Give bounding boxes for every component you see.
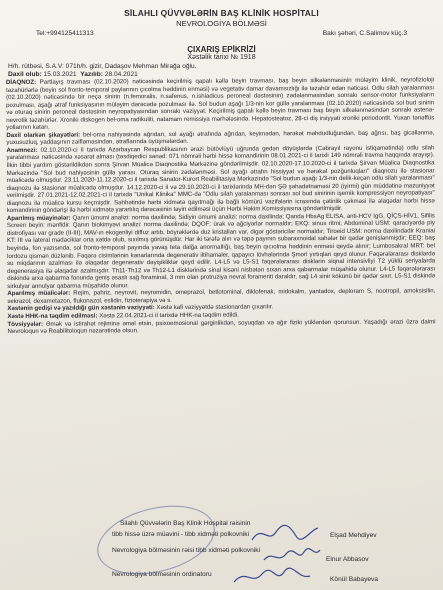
address: Bakı şəhəri, C.Salimov küç.3 (322, 30, 407, 37)
section-text: Əmək və istirahət rejiminə əməl etsin, psixoemosional gərginlikdən, soyuqdan və ağır fiziki yüklərdən qorunsun. Yaşadığı ərazi üzrə daimi Nevroloqun və Reabilitoloqun nəzarətində olsun. (7, 317, 436, 336)
section-text: bel-oma nahiyəsində ağrıdan, sol ayağı ətrafında ağrıdan, keyimədən, hərəkət məhdudluğundan, baş ağrısı, baş gicəllənmə, yuxusuzluq, yaddaşının zəifləməsindən, ətraflarında üyüşmələrdən. (6, 129, 435, 147)
section-text: Xəstə kafi vəziyyətdə stasionardan çıxarılır. (156, 303, 274, 312)
signature-mark-1 (250, 522, 320, 546)
section-label: Aparılmış müayinələr: (6, 214, 71, 222)
signature-mark-3 (232, 566, 312, 588)
section-text: 02.10.2020-ci il tarixdə Azərbaycan Respublikasının ərazi bütövlüyü uğrunda gedən döyüşlərdə (Cəbrayıl rayonu istiqamətində) odlu silah yaralanması nəticəsində xəsarət alması (təsdiqedici sənəd: 071 nömrəli hərbi hissə komandirinin 08.01.2021-ci il tarixli 149 nömrəli travma haqqında arayışı). İlkin tibbi yardım göstərildikdən sonra Şirvan Müalicə Diaqnostika Mərkəzinə göndərilmişdir. 02.10.2020-17.10.2020-ci il tarixdə Şirvan Müalicə Diaqnostika Mərkəzində "Sol bud nahiyəsinin güllə yarası. Oturaq sinirin zədələnməsi. Sol ayağı ətrafın hissiyyat və hərəkət pozğunluqları" diaqnozu ilə stasionar müalicədə olmuşdur. 23.11.2020-11.12.2020-ci il tarixdə Sanator-Kurort Reabilitasiya Mərkəzində "Sol budun aşağı 1/3-nin delik-keçən odlu silah yaralanması" diaqnozu ilə stasionar müalicədə olmuşdur. 14.12.2020-ci il və 29.10.2020-ci il tarixlərində MH-dən ŞƏ şəhadətnaməsi 20 (iyirmi) gün müddətinə məzuniyyət verilmişdir. 27.01.2021-12.02.2021-ci il tarixdə "Unikal Klinika" MMC-də "Odlu silah yaralanması sonrası sol bud sinirinin işemik kompressiyon neyropatiyası" diaqnozu ilə müalicə kursu keçmişdir. Səhhətində hərbi xidmətə qayıtmağı ilə bağlı kömürü vəzifələrin icrasında çətinlik çəkməsi ilə əlaqədar hərbi hissə komandirinin göndərişi ilə hərbi xidmətə yararlılıq dərəcəsinin təyin edilməsi üçün Hərbi Həkim Komissiyasına göndərilmişdir. (6, 144, 435, 215)
epicrisis-body (6, 76, 436, 335)
signature-row-3-name: Könül Babayeva (330, 576, 379, 583)
document-title: ÇIXARIŞ EPİKRİZİ (187, 45, 256, 54)
section-recommendations (7, 318, 435, 336)
section-anamnesis (6, 144, 434, 215)
section-label: Xəstənin gedişi və yazıldığı gün xəstənin vəziyyəti: (7, 304, 155, 313)
section-diagnosis (6, 76, 434, 131)
signature-row-1-name: Elşad Mehdiyev (330, 532, 377, 539)
hospital-name: SİLAHLI QÜVVƏLƏRİN BAŞ KLİNİK HOSPİTALI (124, 8, 319, 18)
section-label: DİAQNOZ: (6, 78, 37, 86)
signature-row-2-name: Elnur Abbasov (326, 556, 369, 563)
section-label: Xəstə HHK-na təqdim edilməsi: (7, 312, 98, 320)
section-label: Daxil olarkən şikayətləri: (6, 131, 81, 139)
signature-row-3-title: Nevrologiya bölməsinin ordinatoru (112, 571, 212, 578)
department-name: NEVROLOGİYA BÖLMƏSİ (176, 19, 267, 28)
section-label: Aparılmış müalicələr: (7, 289, 71, 298)
admitted-label: Daxil olub: (8, 71, 42, 78)
section-text: Xəstə 22.04.2021-ci il tarixdə HHK-na təqdim edildi. (99, 311, 239, 320)
signature-mark-2 (262, 546, 322, 566)
case-number: Xəstəlik tarixi № 1918 (187, 54, 256, 61)
signature-row-2-title: Nevrologiya bölməsinin rəisi tibb xidməti polkovniki (112, 547, 261, 554)
discharged-date: 28.04.2021 (104, 71, 138, 78)
signature-row-1-title: tibb hissə üzrə müavini - tibb xidməti polkovniki (112, 531, 250, 538)
admitted-date: 15.03.2021 (43, 71, 77, 78)
section-label: Anamnezi: (6, 146, 38, 154)
section-examinations (7, 212, 435, 290)
phone-number: Tel:+994125411313 (36, 30, 94, 37)
signature-intro: Silahlı Qüvvələrin Baş Klinik Hospital rəisinin (120, 520, 251, 527)
patient-line: H/h. rütbəsi, S.A.V: 071h/h. gizir, Dadaşov Mehman Mirağa oğlu. (8, 63, 197, 70)
section-label: Tövsiyyələr: (7, 320, 44, 328)
contact-line (36, 30, 407, 37)
section-text: Partlayış travması (02.10.2020) nəticəsində keçirilmiş qapalı kəllə beyin travması, baş beyin silkələnməsinin müləyim klinik, neyrofizioloji təzahürlərlə (beyin sol fronto-temporal paylarının çıcolma həddinin enməsi) və vegetativ damar davamsızlığı ilə təzahür edən nəticəsi. Odlu silah yaralanması (02.10.2020) nəticəsində bir neçə sinirin (n.femoralis, n.safenus, n.ishiadicus peroneal dəstəsinin) zədələnməsindən sonrakı sensor-motor funksiyaların pozulması, aşağı ətraf funksiyasının müləyim dərəcədə pozulması ilə. Sol budun aşağı 1/3-nin kor güllə yaralanması (02.10.2020) nəticəsində sol bud sinirin və oturaq sinirin peroneal dəstəsinin neyropatiyasından sonrakı vəziyyət. Keçirilmiş qapalı kəllə beyin travması baş beyin silkələnməsindən sonrakı astena-nevrotik təzahürlər. Xroniki diskogen bel-oma radikuliti, natamam remissiya mərhələsində. Hepatosteatoz, 28-ci diş irsiyyəti xroniki periodontit. Yuxarı tənəffüs yollarının katarı. (6, 76, 435, 132)
section-text: Rejim, pəhriz, neyrovit, neyromidin, omeprazol, betlotominal, diklofenak, midokalm, yantadox, deploram S, nootropil, amoksisilin, sekrazol, dexametazon, flukonazol, eslidin, fizioterapiya və s. (7, 287, 436, 305)
discharged-label: Yazılıb: (80, 71, 103, 78)
letterhead (0, 8, 443, 37)
section-text: Qanın ümumi analizi: norma daxilində; Sidiyin ümumi analizi: norma daxilində; Qanda HbsAg ELISA, anti-HCV IgG, QİÇS-HİV1, Sifilis Screen beyin: mənfidir. Qanın biokimyəvi analizi: norma daxilində; DQOF: ürək və ağciyərlər normaldır; EKQ: sinus ritmi; Abdominal USM: qaraciyərdə piy distrofiyası var grade (II-III), MAV-ın ekogenliyi diffuz artıb, böyrəklərdə duz kristalları var, digər göstəricilər normaldır; Tiroeid USM: norma daxilindədir Kraniai KT: III və lateral mədəciklər orta xətdə olub, sıxılmış görünüşdür. Har iki tərəfə alın və təpə payının subaraxnoidal sahələr bir qədər genişlənmişdir; EEQ: baş beyində, fon yazısında, sol fronto-temporal payında yavaş teta dalğa anormallığı, baş beyin qıcıolma həddinin enməsi qeydə alınır; Lumbosakral MRT: bel lordozu qismən düzlənib. Fəqərə cisimlərinin kənarlarında degenerativ iltihaməler, qapayıcı lövhələrində Şmorl yırtıqları qeyd olunur. Fəqərələrarası disklərdə su miqdarının azalması ilə əlaqədar degenerativ dəyişikliklər qeyd edilir. L4-L5 və L5-S1 fəqərələrarası disklərin siqnal intensivliyi T2 yüklü seriyalarda degenerasiya ilə əlaqədar azalmışdır. Th11-Th12 və Th12-L1 disklərində sinal kisəni nisbətən sıxan arxa qabarmalar müşahidə olunur. L4-L5 fəqərələrarası diskində arxa qabarma fonunda geniş əsaslı sağ foraminal, 3 mm olan protruziya nevral foramenti daraldır, sağ L4 sinir kökünü bir qədər sıxır. L5-S1 diskində sirkulyar annulyar qabarma müşahidə olunur. (6, 212, 436, 290)
